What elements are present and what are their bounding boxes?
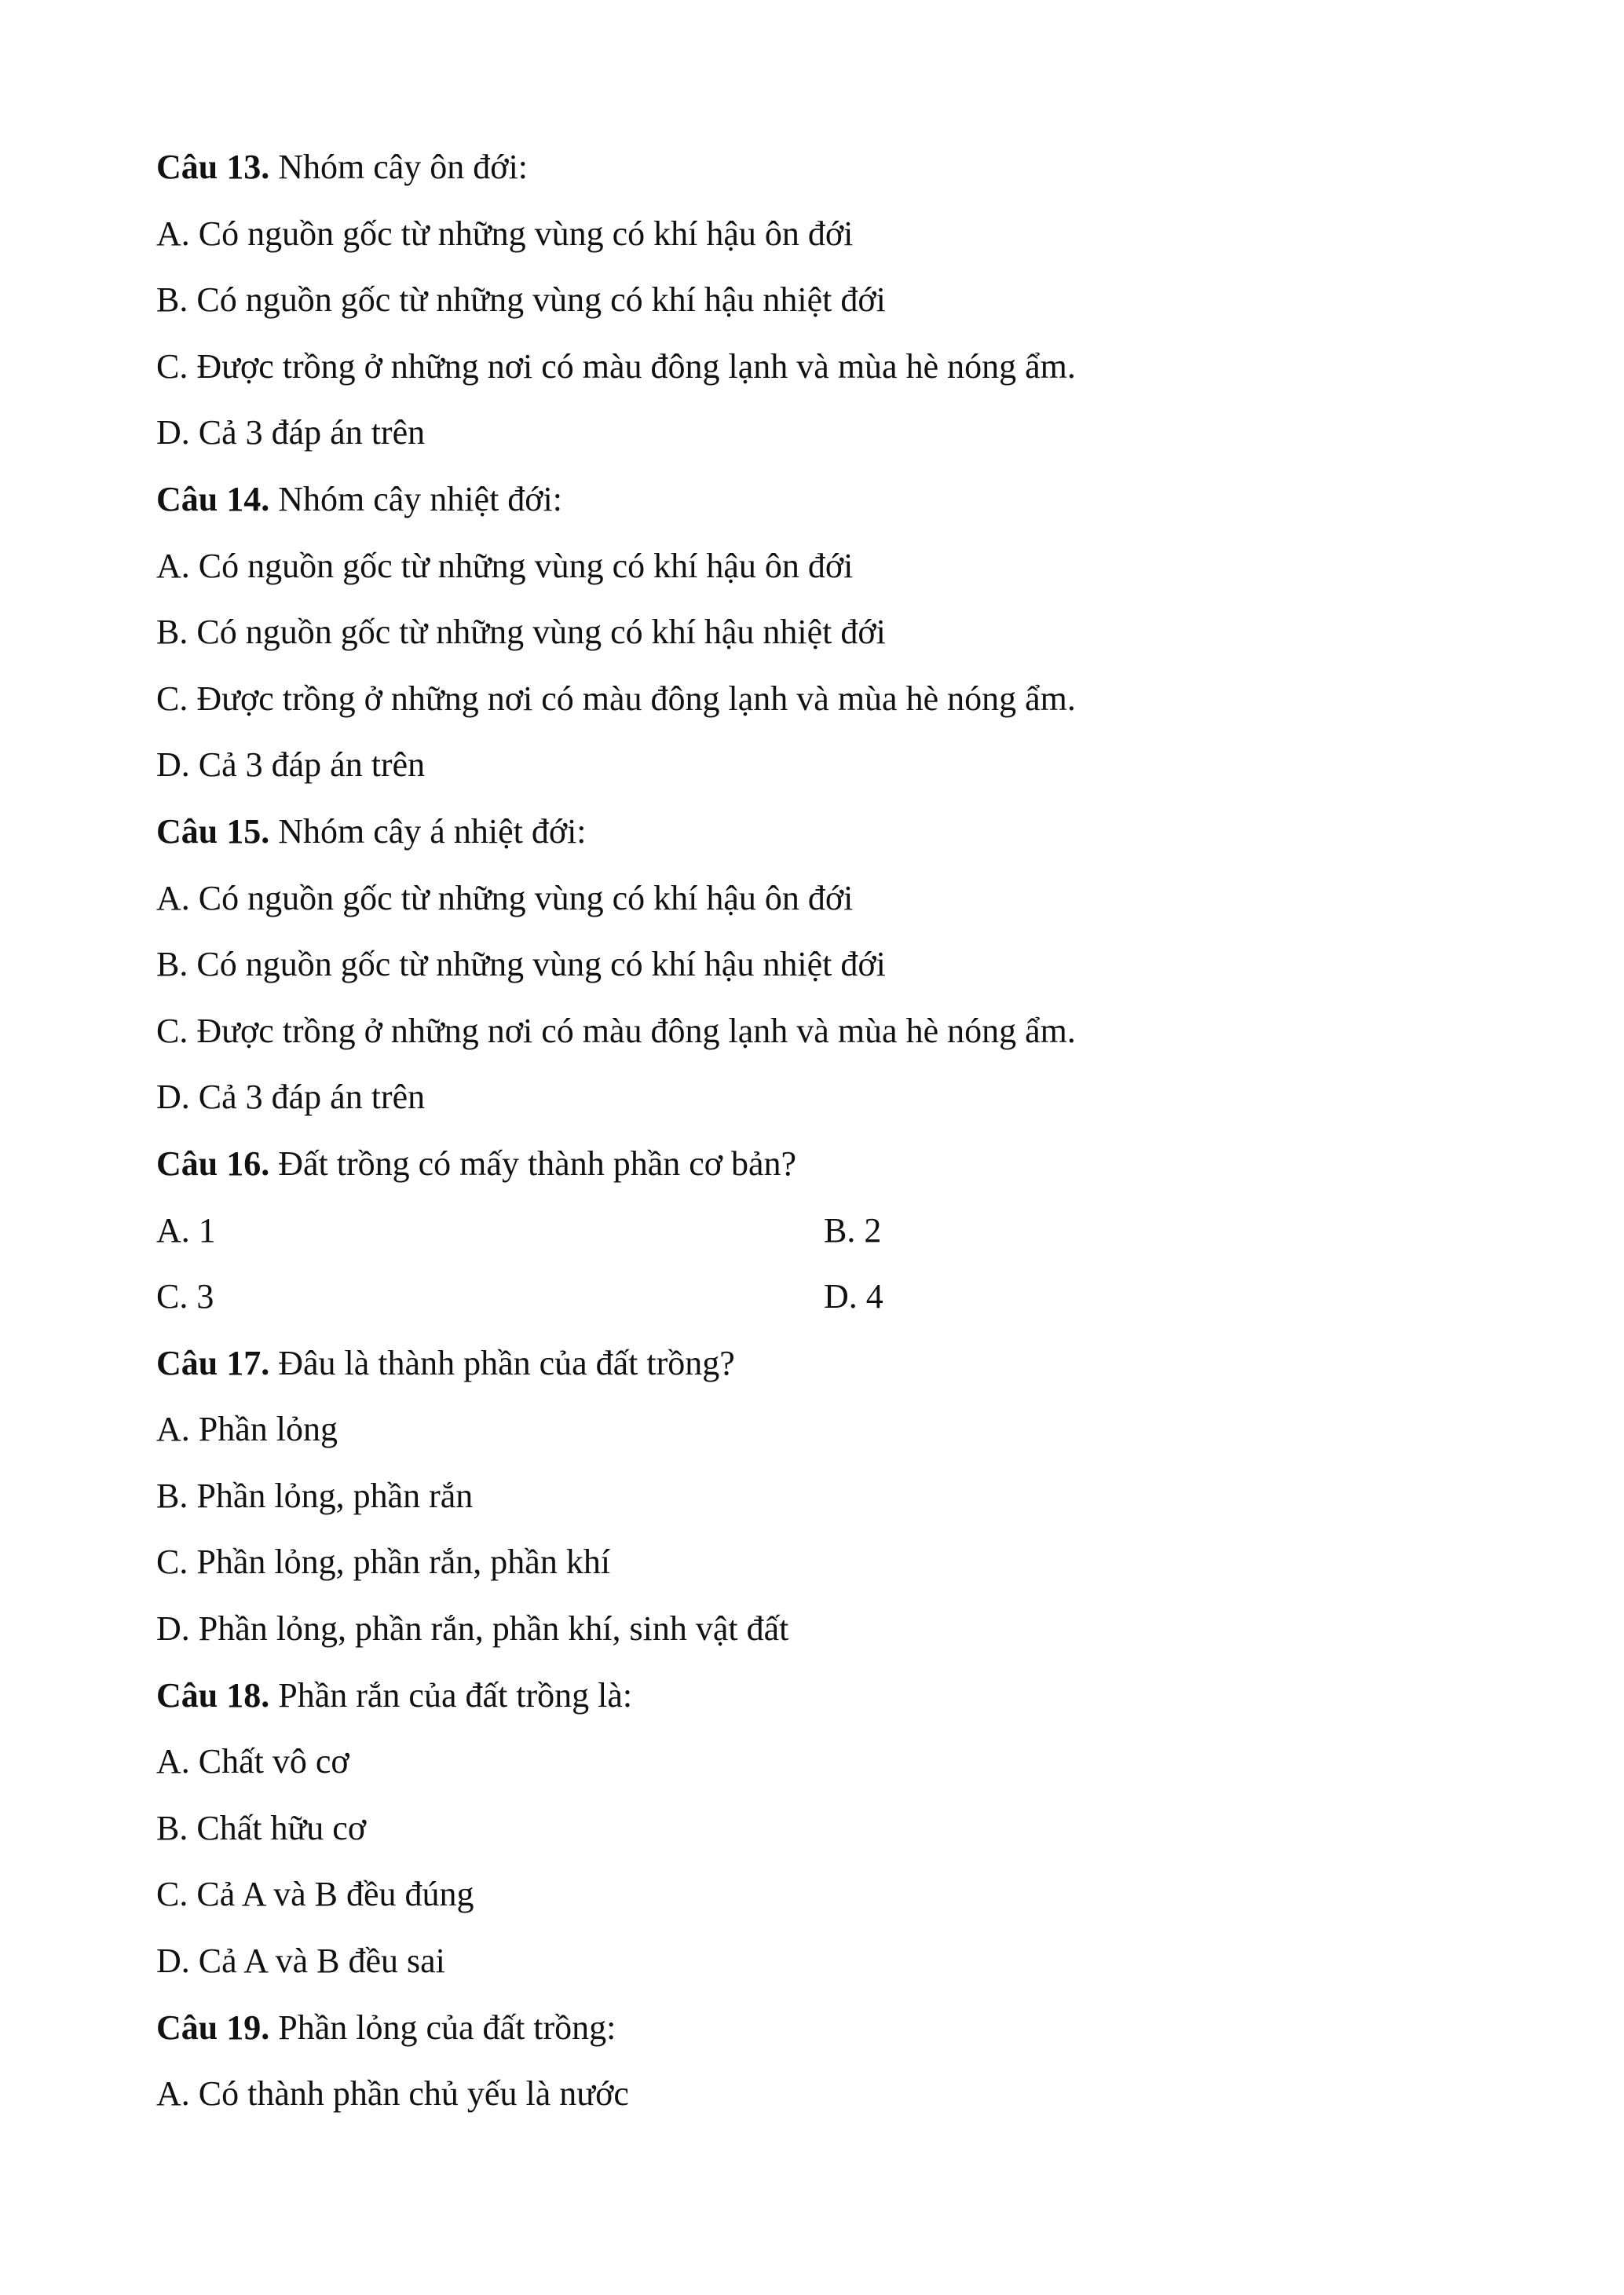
question-13: [156, 148, 1491, 214]
option-a: A. 1: [156, 1210, 216, 1250]
option-a: A. Có thành phần chủ yếu là nước: [156, 2074, 629, 2114]
question-text: Đâu là thành phần của đất trồng?: [269, 1343, 735, 1382]
question-label: Câu 19.: [156, 2008, 270, 2047]
question-text: Đất trồng có mấy thành phần cơ bản?: [269, 1144, 797, 1183]
option-row: [156, 1277, 1491, 1344]
option-d: D. Cả 3 đáp án trên: [156, 413, 426, 452]
question-19: [156, 2008, 1491, 2075]
option-a: A. Chất vô cơ: [156, 1742, 349, 1781]
option-b: B. Phần lỏng, phần rắn: [156, 1476, 474, 1515]
option-c: C. Phần lỏng, phần rắn, phần khí: [156, 1543, 611, 1582]
option-c: C. Được trồng ở những nơi có màu đông lạnh và mùa hè nóng ẩm.: [156, 1011, 1076, 1050]
question-label: Câu 17.: [156, 1343, 270, 1382]
option-c: C. Cả A và B đều đúng: [156, 1875, 474, 1914]
question-text: Phần rắn của đất trồng là:: [269, 1675, 633, 1715]
question-15: [156, 812, 1491, 879]
option-a: A. Có nguồn gốc từ những vùng có khí hậu ôn đới: [156, 546, 854, 585]
question-label: Câu 13.: [156, 148, 270, 186]
question-list: [156, 148, 1491, 2141]
question-label: Câu 18.: [156, 1675, 270, 1715]
question-label: Câu 14.: [156, 479, 270, 518]
option-c: C. Được trồng ở những nơi có màu đông lạnh và mùa hè nóng ẩm.: [156, 346, 1076, 386]
question-16: [156, 1144, 1491, 1211]
question-text: Nhóm cây á nhiệt đới:: [269, 811, 587, 851]
option-row: [156, 1211, 1491, 1278]
option-a: A. Phần lỏng: [156, 1410, 338, 1449]
option-d: D. Cả A và B đều sai: [156, 1942, 445, 1981]
option-b: B. Có nguồn gốc từ những vùng có khí hậu nhiệt đới: [156, 280, 886, 320]
question-label: Câu 16.: [156, 1144, 270, 1183]
option-b: B. Có nguồn gốc từ những vùng có khí hậu nhiệt đới: [156, 613, 886, 652]
option-a: A. Có nguồn gốc từ những vùng có khí hậu ôn đới: [156, 214, 854, 253]
question-14: [156, 480, 1491, 547]
question-17: [156, 1344, 1491, 1411]
option-d: D. 4: [824, 1277, 883, 1316]
option-c: C. Được trồng ở những nơi có màu đông lạnh và mùa hè nóng ẩm.: [156, 679, 1076, 718]
option-b: B. Có nguồn gốc từ những vùng có khí hậu nhiệt đới: [156, 945, 886, 984]
option-a: A. Có nguồn gốc từ những vùng có khí hậu ôn đới: [156, 878, 854, 917]
question-text: Nhóm cây nhiệt đới:: [269, 479, 563, 518]
question-18: [156, 1676, 1491, 1743]
option-c: C. 3: [156, 1277, 214, 1316]
question-label: Câu 15.: [156, 811, 270, 851]
option-d: D. Phần lỏng, phần rắn, phần khí, sinh vật đất: [156, 1609, 789, 1649]
option-d: D. Cả 3 đáp án trên: [156, 1078, 426, 1117]
option-b: B. 2: [824, 1210, 882, 1250]
option-d: D. Cả 3 đáp án trên: [156, 745, 426, 785]
question-text: Nhóm cây ôn đới:: [269, 148, 529, 186]
option-b: B. Chất hữu cơ: [156, 1808, 367, 1847]
question-text: Phần lỏng của đất trồng:: [269, 2008, 616, 2047]
